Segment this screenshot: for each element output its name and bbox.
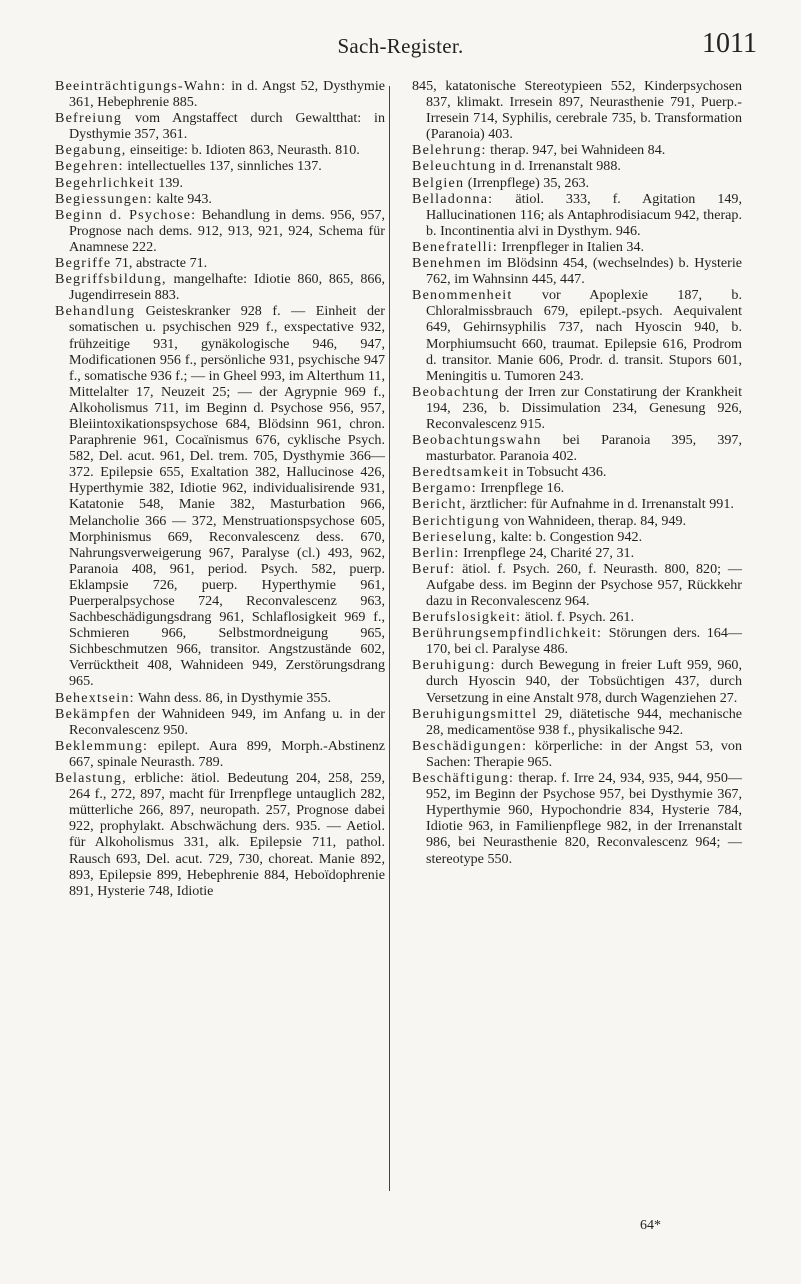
index-entry — [55, 158, 385, 174]
entry-text: durch Bewegung in freier Luft 959, 960, durch Hyoscin 940, der Tobsüchtigen 437, durch Versetzung in eine Anstalt 978, durch Wagenziehen 27. — [426, 657, 742, 706]
index-entry — [55, 770, 385, 899]
index-entry — [412, 287, 742, 384]
entry-headword: Beruf: — [412, 560, 456, 577]
entry-text: therap. f. Irre 24, 934, 935, 944, 950—952, im Beginn der Psychose 957, bei Dysthymie 367, Hyperthymie 960, Hypochondrie 834, Hysterie 784, Idiotie 963, in Familienpflege 982, in der Irrenanstalt 986, bei Neurasthenie 820, Reconvalescenz 964; — stereotype 550. — [426, 770, 742, 867]
index-entry — [412, 770, 742, 867]
entry-text: körperliche: in der Angst 53, von Sachen: Therapie 965. — [426, 737, 742, 770]
index-column-left — [55, 78, 385, 899]
entry-text: (Irrenpflege) 35, 263. — [464, 174, 590, 191]
entry-headword: Berlin: — [412, 544, 460, 561]
index-entry — [412, 513, 742, 529]
index-entry — [55, 738, 385, 770]
index-entry — [412, 738, 742, 770]
entry-headword: Befreiung — [55, 110, 123, 127]
entry-headword: Begehrlichkeit — [55, 174, 155, 191]
entry-text: kalte 943. — [152, 190, 212, 207]
index-entry — [412, 239, 742, 255]
page-number: 1011 — [702, 28, 757, 59]
index-entry — [55, 271, 385, 303]
index-entry — [55, 303, 385, 689]
index-entry — [412, 255, 742, 287]
entry-headword: Beschädigungen: — [412, 737, 528, 754]
entry-text: in d. Irrenanstalt 988. — [496, 158, 621, 175]
index-column-right — [412, 78, 742, 867]
index-entry — [55, 706, 385, 738]
index-entry — [55, 191, 385, 207]
entry-headword: Beruhigung: — [412, 657, 496, 674]
index-entry — [412, 175, 742, 191]
index-entry — [412, 561, 742, 609]
index-entry — [55, 690, 385, 706]
index-entry — [412, 78, 742, 142]
entry-text: Irrenpflege 16. — [476, 480, 565, 497]
entry-text: 71, abstracte 71. — [111, 255, 208, 272]
entry-text: ätiol. 333, f. Agitation 149, Hallucinationen 116; als Antaphrodisiacum 942, therap. b. Incontinentia alvi in Dysthym. 946. — [426, 190, 742, 239]
index-entry — [55, 78, 385, 110]
entry-text: der Irren zur Constatirung der Krankheit 194, 236, b. Dissimulation 234, Genesung 926, Reconvalescenz 915. — [426, 383, 742, 432]
index-entry — [412, 496, 742, 512]
entry-text: Irrenpflege 24, Charité 27, 31. — [459, 544, 635, 561]
index-entry — [55, 175, 385, 191]
entry-text: ärztlicher: für Aufnahme in d. Irrenanstalt 991. — [466, 496, 734, 513]
entry-headword: Bekämpfen — [55, 705, 131, 722]
column-divider — [389, 86, 390, 1191]
entry-text: vor Apoplexie 187, b. Chloralmissbrauch 679, epilept.-psych. Aequivalent 649, Gehirnsyphilis 737, nach Hyoscin 940, b. Morphiumsucht 660, traumat. Epilepsie 616, Prodrom d. transitor. Manie 606, Prodr. d. transit. Stupors 601, Meningitis u. Tumoren 243. — [426, 287, 742, 384]
index-entry — [412, 706, 742, 738]
entry-headword: Begiessungen: — [55, 190, 153, 207]
entry-text: Geisteskranker 928 f. — Einheit der somatischen u. psychischen 929 f., exspectative 932, frühzeitige 931, gynäkologische 946, 947, Modificationen 956 f., persönliche 931, psychische 947 f., somatische 936 f.; — in Gheel 993, im Alterthum 11, Mittelalter 17, Neuzeit 25; — der Agrypnie 969 f., Alkoholismus 711, im Beginn d. Psychose 956, 957, Bleiintoxikationspsychose 684, Blödsinn 961, chron. Paraphrenie 961, Cocaïnismus 676, cyklische Psych. 582, Del. acut. 961, Del. trem. 705, Dysthymie 366—372. Epilepsie 655, Exaltation 382, Hallucinose 426, Hyperthymie 382, Idiotie 962, individualisirende 931, Katatonie 548, Manie 382, Masturbation 966, Melancholie 366 — 372, Menstruationspsychose 605, Morphinismus 669, Reconvalescenz dess. 670, Nahrungsverweigerung 967, Paralyse (cl.) 493, 962, Paranoia 408, 961, period. Psych. 582, puerp. Eklampsie 726, puerp. Hyperthymie 961, Puerperalpsychose 724, Reconvalescenz 963, Sachbeschädigungsdrang 961, Schlaflosigkeit 969 f., Schmieren 966, Selbstmordneigung 965, Sichbeschmutzen 966, transitor. Angstzustände 602, Verrücktheit 408, Wahnideen 949, Zerstörungsdrang 965. — [69, 303, 385, 690]
entry-text: in d. Angst 52, Dysthymie 361, Hebephrenie 885. — [69, 78, 385, 111]
entry-text: mangelhafte: Idiotie 860, 865, 866, Jugendirresein 883. — [69, 271, 385, 304]
index-entry — [412, 545, 742, 561]
index-entry — [412, 625, 742, 657]
entry-text: 29, diätetische 944, mechanische 28, medicamentöse 938 f., physikalische 942. — [426, 705, 742, 738]
entry-headword: Bericht, — [412, 496, 467, 513]
entry-headword: Berichtigung — [412, 512, 500, 529]
entry-headword: Berührungsempfindlichkeit: — [412, 625, 603, 642]
index-entry — [412, 609, 742, 625]
entry-text: ätiol. f. Psych. 261. — [521, 609, 634, 626]
index-entry — [412, 191, 742, 239]
entry-headword: Benefratelli: — [412, 238, 499, 255]
entry-text: vom Angstaffect durch Gewaltthat: in Dysthymie 357, 361. — [69, 110, 385, 143]
entry-headword: Beschäftigung: — [412, 770, 515, 787]
entry-headword: Benommenheit — [412, 287, 513, 304]
index-entry — [412, 142, 742, 158]
entry-headword: Begabung, — [55, 142, 127, 159]
entry-headword: Beruhigungsmittel — [412, 705, 538, 722]
entry-text: einseitige: b. Idioten 863, Neurasth. 810. — [126, 142, 360, 159]
entry-text: kalte: b. Congestion 942. — [497, 528, 643, 545]
index-entry — [55, 207, 385, 255]
entry-headword: Beleuchtung — [412, 158, 497, 175]
index-entry — [55, 110, 385, 142]
index-entry — [412, 384, 742, 432]
entry-text: Behandlung in dems. 956, 957, Prognose nach dems. 912, 913, 921, 924, Schema für Anamnese 222. — [69, 206, 385, 255]
index-entry — [412, 464, 742, 480]
entry-headword: Begriffsbildung, — [55, 271, 167, 288]
entry-headword: Benehmen — [412, 255, 482, 272]
entry-text: 139. — [154, 174, 183, 191]
entry-headword: Berieselung, — [412, 528, 498, 545]
entry-headword: Beobachtungswahn — [412, 432, 542, 449]
index-entry — [55, 142, 385, 158]
entry-text: Störungen ders. 164—170, bei cl. Paralyse 486. — [426, 625, 742, 658]
index-entry — [412, 529, 742, 545]
entry-text: erbliche: ätiol. Bedeutung 204, 258, 259, 264 f., 272, 897, macht für Irrenpflege untauglich 282, mütterliche 266, 897, neuropath. 257, Prognose dabei 922, prophylakt. Abschwächung ders. 935. — Aetiol. für Alkoholismus 331, alk. Epilepsie 711, pathol. Rausch 693, Del. acut. 729, 730, choreat. Manie 892, 893, Epilepsie 899, Hebephrenie 884, Heboïdophrenie 891, Hysterie 748, Idiotie — [69, 770, 385, 899]
entry-headword: Belladonna: — [412, 190, 494, 207]
entry-text: in Tobsucht 436. — [509, 464, 607, 481]
entry-headword: Behextsein: — [55, 689, 135, 706]
running-header-title: Sach-Register. — [337, 34, 464, 58]
entry-headword: Beeinträchtigungs-Wahn: — [55, 78, 227, 94]
entry-text: therap. 947, bei Wahnideen 84. — [486, 142, 666, 159]
entry-headword: Beobachtung — [412, 383, 500, 400]
entry-headword: Beklemmung: — [55, 737, 149, 754]
entry-headword: Beredtsamkeit — [412, 464, 510, 481]
entry-text: im Blödsinn 454, (wechselndes) b. Hysterie 762, im Wahnsinn 445, 447. — [426, 255, 742, 288]
entry-headword: Begehren: — [55, 158, 124, 175]
index-entry — [412, 432, 742, 464]
signature-mark: 64* — [640, 1218, 661, 1233]
entry-headword: Belgien — [412, 174, 465, 191]
entry-headword: Belastung, — [55, 770, 127, 787]
entry-headword: Beginn d. Psychose: — [55, 206, 197, 223]
entry-text: Irrenpfleger in Italien 34. — [498, 238, 645, 255]
entry-headword: Behandlung — [55, 303, 136, 320]
index-entry — [412, 657, 742, 705]
entry-text: ätiol. f. Psych. 260, f. Neurasth. 800, 820; — Aufgabe dess. im Beginn der Psychose 957, Rückkehr dazu in Reconvalescenz 964. — [426, 560, 742, 609]
entry-headword: Belehrung: — [412, 142, 487, 159]
entry-headword: Berufslosigkeit: — [412, 609, 522, 626]
entry-text: der Wahnideen 949, im Anfang u. in der Reconvalescenz 950. — [69, 705, 385, 738]
index-entry — [55, 255, 385, 271]
index-entry — [412, 480, 742, 496]
entry-headword: Bergamo: — [412, 480, 477, 497]
entry-text: bei Paranoia 395, 397, masturbator. Paranoia 402. — [426, 432, 742, 465]
entry-text: epilept. Aura 899, Morph.-Abstinenz 667, spinale Neurasth. 789. — [69, 737, 385, 770]
index-entry — [412, 158, 742, 174]
entry-text: intellectuelles 137, sinnliches 137. — [123, 158, 322, 175]
entry-text: 845, katatonische Stereotypieen 552, Kinderpsychosen 837, klimakt. Irresein 897, Neurasthenie 791, Puerp.-Irresein 714, Syphilis, cerebrale 735, b. Transformation (Paranoia) 403. — [412, 78, 742, 143]
entry-headword: Begriffe — [55, 255, 112, 272]
entry-text: Wahn dess. 86, in Dysthymie 355. — [134, 689, 332, 706]
entry-text: von Wahnideen, therap. 84, 949. — [500, 512, 687, 529]
